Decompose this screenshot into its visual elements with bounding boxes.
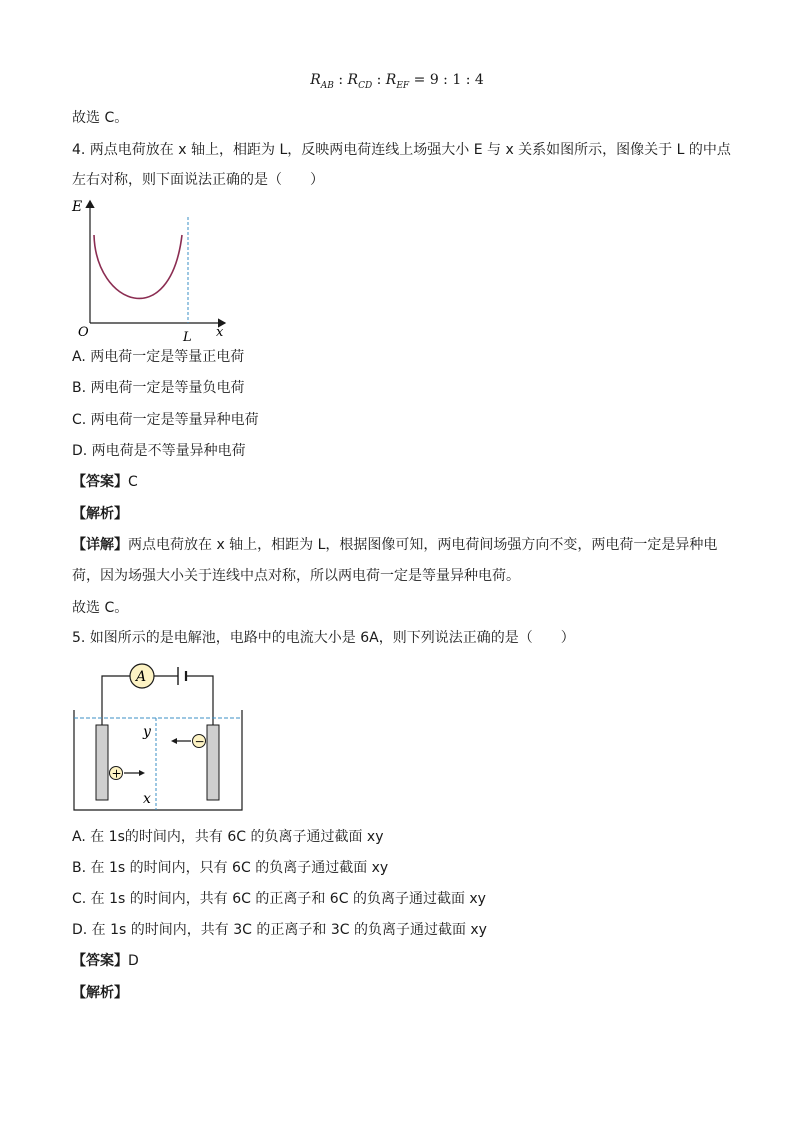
positive-ion-sign: +: [111, 766, 122, 781]
q4-option-c: C. 两电荷一定是等量异种电荷: [72, 412, 259, 428]
origin-label: O: [78, 325, 89, 340]
q4-option-a: A. 两电荷一定是等量正电荷: [72, 349, 245, 365]
x-axis-label: x: [216, 325, 224, 340]
q5-stem-line1: 5. 如图所示的是电解池，电路中的电流大小是 6A，则下列说法正确的是（ ）: [72, 630, 575, 646]
q4-answer: 【答案】C: [72, 474, 138, 490]
q4-option-d: D. 两电荷是不等量异种电荷: [72, 443, 246, 459]
q5-analysis-tag: 【解析】: [72, 985, 128, 1001]
section-y-label: y: [143, 724, 151, 740]
q5-option-c: C. 在 1s 的时间内，共有 6C 的正离子和 6C 的负离子通过截面 xy: [72, 891, 486, 907]
ammeter-label: A: [136, 669, 147, 685]
right-electrode: [207, 725, 219, 800]
q5-option-b: B. 在 1s 的时间内，只有 6C 的负离子通过截面 xy: [72, 860, 389, 876]
y-axis-label: E: [72, 199, 83, 215]
q4-detail-line2: 荷，因为场强大小关于连线中点对称，所以两电荷一定是等量异种电荷。: [72, 568, 520, 584]
q5-option-a: A. 在 1s的时间内，共有 6C 的负离子通过截面 xy: [72, 829, 384, 845]
prev-conclusion: 故选 C。: [72, 110, 129, 126]
field-curve: [94, 235, 182, 298]
q4-option-b: B. 两电荷一定是等量负电荷: [72, 380, 245, 396]
q5-electrolytic-cell-figure: [70, 660, 250, 815]
negative-ion-sign: −: [194, 734, 205, 749]
q4-detail-line1: 【详解】两点电荷放在 x 轴上，相距为 L，根据图像可知，两电荷间场强方向不变，两电荷一定是异种电: [72, 537, 718, 553]
negative-ion-arrowhead: [171, 738, 177, 744]
q4-stem-line1: 4. 两点电荷放在 x 轴上，相距为 L，反映两电荷连线上场强大小 E 与 x 关系如图所示，图像关于 L 的中点: [72, 142, 731, 158]
l-label: L: [183, 330, 192, 345]
q4-e-x-graph: [70, 195, 230, 345]
ratio-formula: $R_{AB}$ : $R_{CD}$ : $R_{EF} = 9$ : 1 : 4: [310, 72, 484, 91]
q4-stem-line2: 左右对称，则下面说法正确的是（ ）: [72, 172, 324, 188]
left-electrode: [96, 725, 108, 800]
q5-option-d: D. 在 1s 的时间内，共有 3C 的正离子和 3C 的负离子通过截面 xy: [72, 922, 487, 938]
positive-ion-arrowhead: [139, 770, 145, 776]
section-x-label: x: [143, 791, 151, 807]
q5-answer: 【答案】D: [72, 953, 139, 969]
q4-conclusion: 故选 C。: [72, 600, 129, 616]
q4-analysis-tag: 【解析】: [72, 506, 128, 522]
